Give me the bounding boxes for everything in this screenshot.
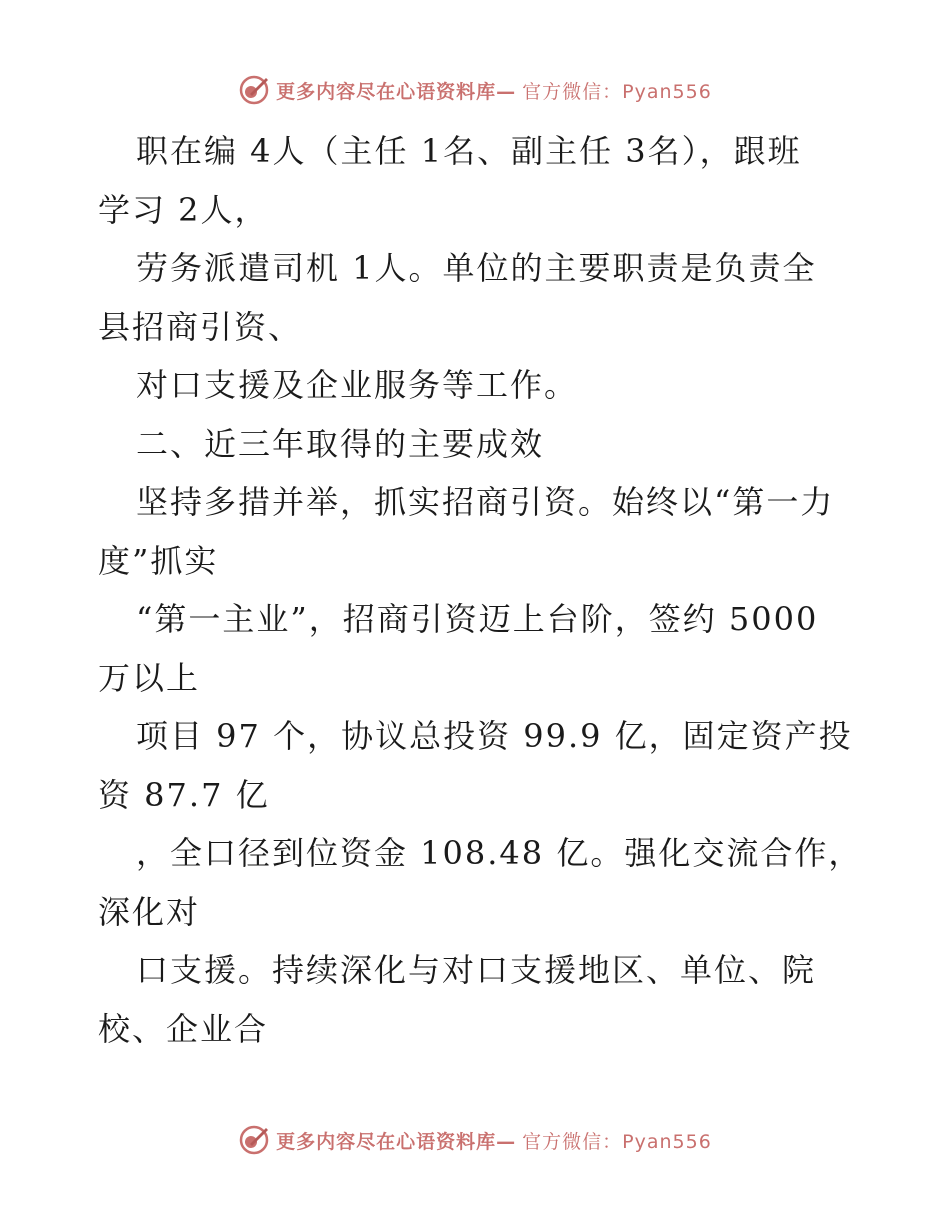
text-line: 深化对 <box>98 892 201 931</box>
header-banner-wechat: 官方微信：Pyan556 <box>522 80 712 103</box>
text-line: 项目 97 个，协议总投资 99.9 亿，固定资产投 <box>136 717 853 755</box>
text-line: ，全口径到位资金 108.48 亿。强化交流合作， <box>136 834 863 872</box>
quill-logo-icon <box>238 1124 270 1156</box>
section-heading: 二、近三年取得的主要成效 <box>136 424 545 463</box>
text-line: “第一主业”，招商引资迈上台阶，签约 5000 <box>136 600 819 638</box>
text-line: 度”抓实 <box>98 541 219 580</box>
text-line: 口支援。持续深化与对口支援地区、单位、院 <box>136 951 817 989</box>
text-line: 万以上 <box>98 658 201 697</box>
header-banner-text: 更多内容尽在心语资料库— <box>276 80 517 103</box>
text-line: 县招商引资、 <box>98 307 303 346</box>
document-body <box>98 122 863 1058</box>
text-line: 劳务派遣司机 1人。单位的主要职责是负责全 <box>136 249 817 287</box>
text-line: 职在编 4人（主任 1名、副主任 3名），跟班 <box>136 132 802 170</box>
text-line: 资 87.7 亿 <box>98 775 270 814</box>
footer-banner-wechat: 官方微信：Pyan556 <box>522 1130 712 1153</box>
quill-logo-icon <box>238 74 270 106</box>
header-watermark-banner <box>0 70 950 110</box>
footer-watermark-banner <box>0 1120 950 1160</box>
text-line: 坚持多措并举，抓实招商引资。始终以“第一力 <box>136 483 835 521</box>
text-line: 校、企业合 <box>98 1009 269 1048</box>
footer-banner-text: 更多内容尽在心语资料库— <box>276 1130 517 1153</box>
text-line: 学习 2人， <box>98 190 269 229</box>
text-line: 对口支援及企业服务等工作。 <box>136 366 579 404</box>
